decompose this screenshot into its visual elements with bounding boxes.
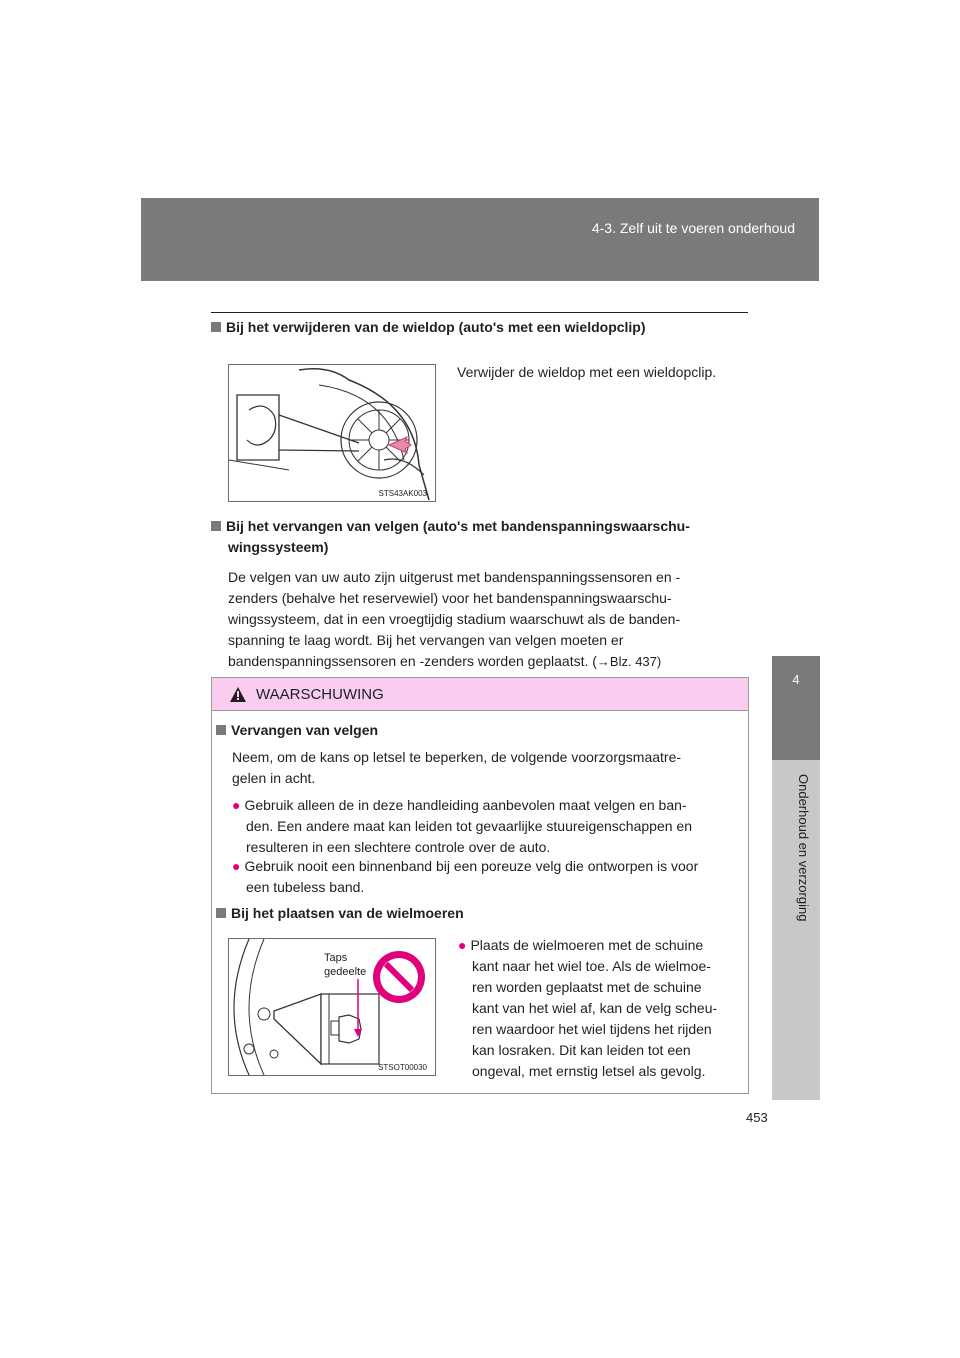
warning-subheading (216, 722, 378, 738)
text-fragment: bandenspanningssensoren en -zenders worden geplaatst. ( (228, 653, 597, 669)
warning-subheading (216, 905, 464, 921)
text-line: ongeval, met ernstig letsel als gevolg. (472, 1063, 706, 1079)
text-line: De velgen van uw auto zijn uitgerust met bandenspanningssensoren en - (228, 569, 681, 585)
section-heading-text: Bij het verwijderen van de wieldop (auto's met een wieldopclip) (226, 319, 646, 335)
text-line: resulteren in een slechtere controle over de auto. (246, 839, 551, 855)
wheel-cap-instruction: Verwijder de wieldop met een wieldopclip. (457, 364, 717, 380)
text-line: kan losraken. Dit kan leiden tot een (472, 1042, 691, 1058)
section-title: 4-3. Zelf uit te voeren onderhoud (591, 220, 795, 236)
text-line: gelen in acht. (232, 770, 316, 786)
square-bullet-icon (211, 322, 221, 332)
text-line: kant van het wiel af, kan de velg scheu- (472, 1000, 718, 1016)
text-line: Gebruik alleen de in deze handleiding aanbevolen maat velgen en ban- (244, 797, 687, 813)
label-line: Taps (324, 952, 348, 964)
wheel-nut-illustration (228, 938, 436, 1076)
chapter-tab (772, 760, 820, 1100)
warning-bullet (232, 856, 744, 898)
image-code: STSOT00030 (378, 1063, 427, 1072)
taps-label (324, 951, 366, 979)
label-line: gedeelte (324, 966, 367, 978)
image-code: STS43AK003 (378, 489, 427, 498)
text-line: wingssysteem, dat in een vroegtijdig stadium waarschuwt als de banden- (228, 611, 681, 627)
square-bullet-icon (216, 725, 226, 735)
text-line: kant naar het wiel toe. Als de wielmoe- (472, 958, 711, 974)
wheel-cap-illustration (228, 364, 436, 502)
section-heading (211, 516, 690, 558)
hubcap-removal-icon (229, 365, 435, 501)
warning-header (212, 678, 748, 711)
section-heading-text: Bij het vervangen van velgen (auto's met bandenspanningswaarschu- (226, 518, 690, 534)
text-line: Gebruik nooit een binnenband bij een poreuze velg die ontworpen is voor (244, 858, 699, 874)
bullet-dot-icon: ● (232, 858, 241, 874)
text-line: een tubeless band. (246, 879, 365, 895)
text-line: zenders (behalve het reservewiel) voor het bandenspanningswaarschu- (228, 590, 672, 606)
section-heading-text-cont: wingssysteem) (228, 539, 329, 555)
tpms-paragraph (228, 567, 748, 672)
text-line: ren waardoor het wiel tijdens het rijden (472, 1021, 712, 1037)
warning-title: WAARSCHUWING (256, 685, 384, 703)
square-bullet-icon (216, 908, 226, 918)
section-heading (211, 319, 646, 335)
text-line: Neem, om de kans op letsel te beperken, de volgende voorzorgsmaatre- (232, 749, 682, 765)
text-line: spanning te laag wordt. Bij het vervangen van velgen moeten er (228, 632, 624, 648)
header-bar (141, 198, 819, 281)
text-line: ren worden geplaatst met de schuine (472, 979, 702, 995)
warning-paragraph (232, 747, 744, 789)
text-line: den. Een andere maat kan leiden tot gevaarlijke stuureigenschappen en (246, 818, 692, 834)
bullet-dot-icon: ● (458, 937, 467, 953)
chapter-tab-label: Onderhoud en verzorging (796, 774, 811, 922)
page-reference: →Blz. 437) (596, 654, 662, 669)
bullet-dot-icon: ● (232, 797, 241, 813)
warning-triangle-icon (230, 687, 246, 702)
text-line (228, 651, 748, 672)
text-line: Plaats de wielmoeren met de schuine (470, 937, 704, 953)
warning-bullet (232, 795, 744, 858)
warning-bullet (458, 935, 743, 1082)
warning-subheading-text: Bij het plaatsen van de wielmoeren (231, 905, 464, 921)
top-rule (211, 312, 748, 313)
page-number: 453 (746, 1110, 768, 1125)
chapter-tab-number: 4 (772, 656, 820, 760)
warning-subheading-text: Vervangen van velgen (231, 722, 379, 738)
square-bullet-icon (211, 521, 221, 531)
warning-box (211, 677, 749, 1094)
